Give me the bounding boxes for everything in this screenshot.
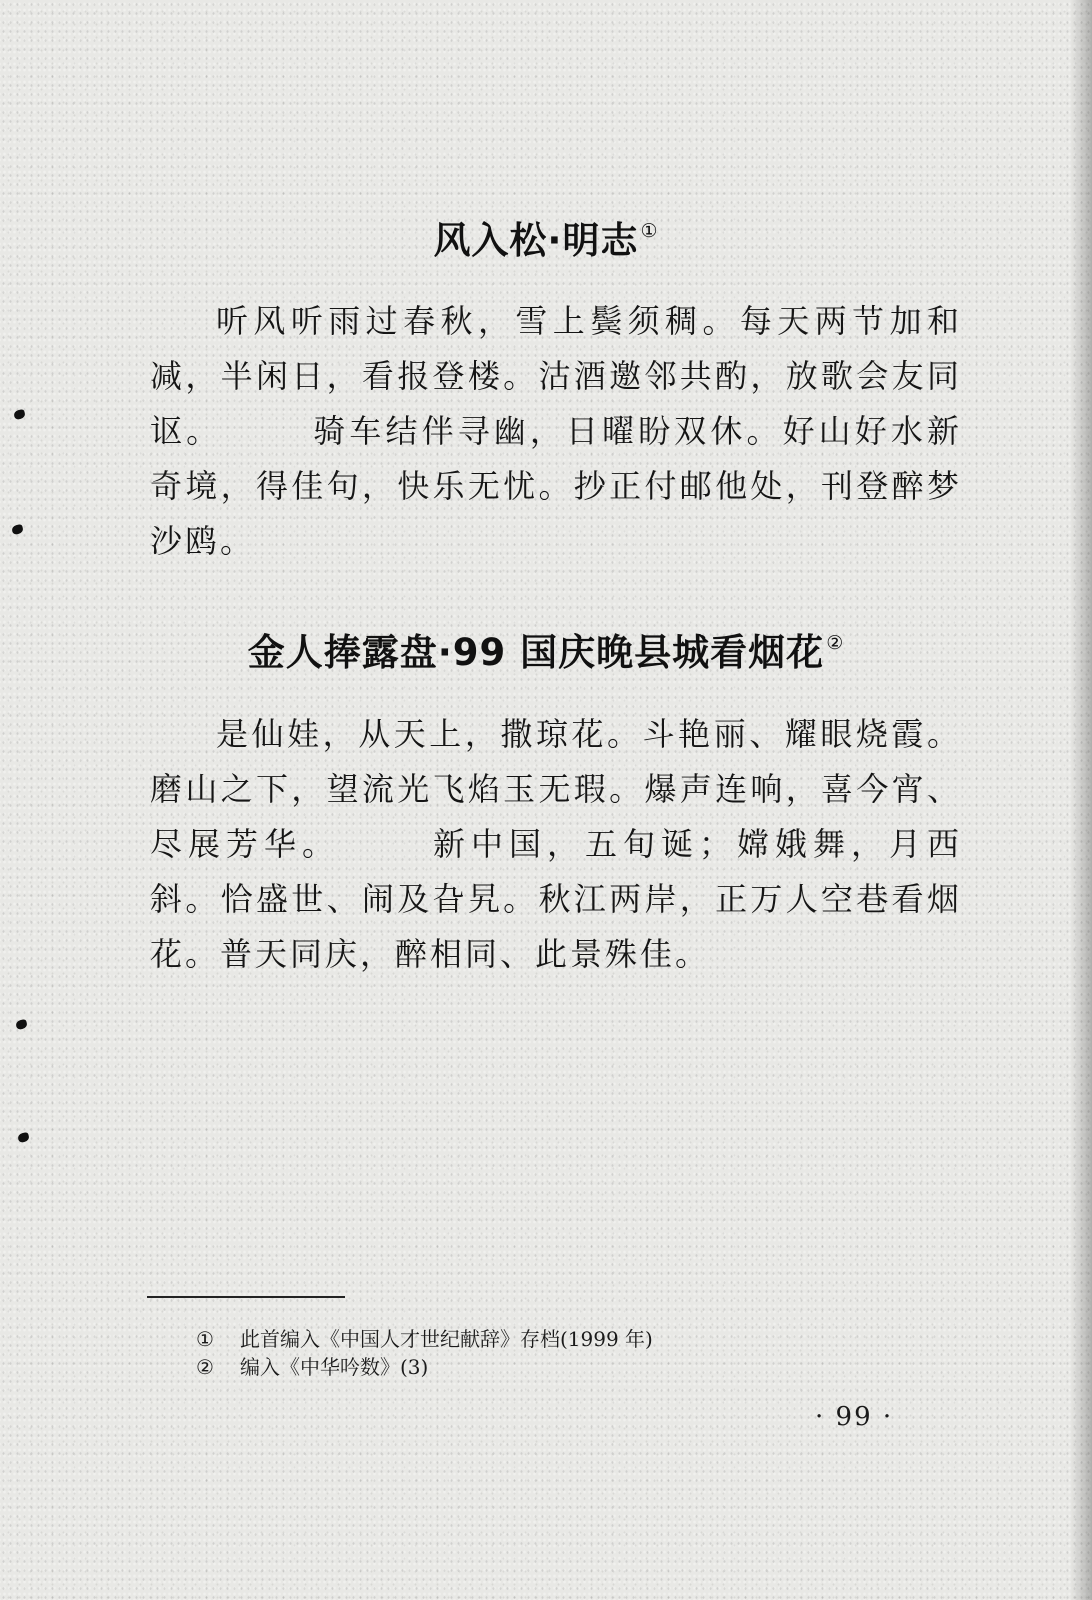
footnote-1 [196,1326,653,1352]
footnote-2 [196,1354,428,1380]
footnote-2-text: 编入《中华吟数》(3) [240,1355,429,1379]
scan-speck [17,1132,30,1144]
footnote-1-text: 此首编入《中国人才世纪献辞》存档(1999 年) [240,1327,653,1351]
footnote-divider [147,1296,345,1298]
poem2-stanza1: 是仙娃，从天上，撒琼花。斗艳丽、耀眼烧霞。磨山之下，望流光飞焰玉无瑕。爆声连响，喜今宵、尽展芳华。 [150,715,962,863]
poem2-stanza2: 新中国，五旬诞；嫦娥舞，月西斜。恰盛世、闹及旮旯。秋江两岸，正万人空巷看烟花。普天同庆，醉相同、此景殊佳。 [150,825,962,973]
scan-speck [15,1019,28,1031]
footnote-1-number: ① [196,1327,214,1351]
footnote-2-number: ② [196,1355,214,1379]
poem2-title-text: 金人捧露盘·99 国庆晚县城看烟花 [247,631,825,674]
poem1-stanza2: 骑车结伴寻幽，日曜盼双休。好山好水新奇境，得佳句，快乐无忧。抄正付邮他处，刊登醉梦沙鸥。 [150,412,962,560]
poem1-title-text: 风入松·明志 [433,219,639,262]
poem1-text [150,294,962,569]
poem2-text [150,707,962,982]
page-number: · 99 · [815,1402,894,1432]
poem1-title [0,210,1092,264]
poem1-stanza1: 听风听雨过春秋，雪上鬓须稠。每天两节加和减，半闲日，看报登楼。沽酒邀邻共酌，放歌会友同讴。 [150,302,962,450]
scan-speck [13,409,26,421]
poem2-title [0,622,1092,676]
poem1-body [150,294,962,569]
poem2-footnote-ref: ② [826,632,845,654]
scan-speck [11,524,24,536]
poem1-footnote-ref: ① [640,220,659,242]
poem2-body [150,707,962,982]
